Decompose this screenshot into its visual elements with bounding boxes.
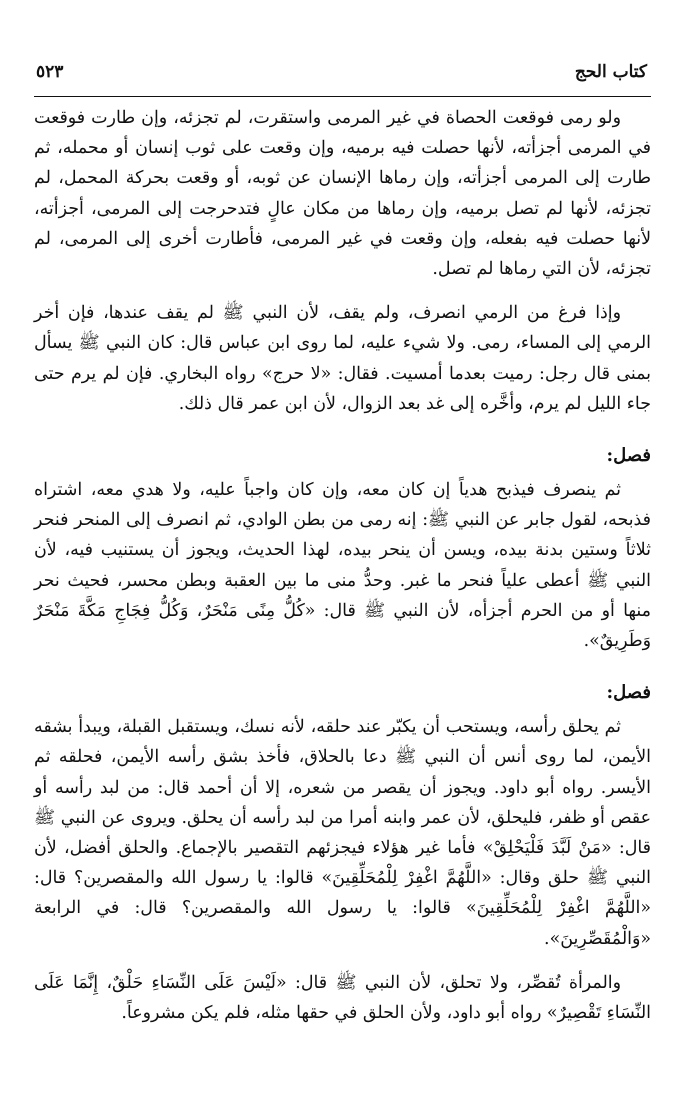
- section-heading-sacrifice: فصل:: [606, 445, 651, 467]
- paragraph-women-trimming: والمرأة تُقصِّر، ولا تحلق، لأن النبي ﷺ قال: «لَيْسَ عَلَى النِّسَاءِ حَلْقٌ، إِنَّمَا عَلَى النِّسَاءِ تَقْصِيرٌ» رواه أبو داود، ولأن الحلق في حقها مثله، فلم يكن مشروعاً.: [34, 972, 651, 1024]
- paragraph-sacrifice: ثم ينصرف فيذبح هدياً إن كان معه، وإن كان واجباً عليه، ولا هدي معه، اشتراه فذبحه، لقول جابر عن النبي ﷺ: إنه رمى من بطن الوادي، ثم انصرف إلى المنحر فنحر ثلاثاً وستين بدنة بيده، ويسن أن ينحر بيده، لهذا الحديث، ويجوز أن يستنيب فيه، لأن النبي ﷺ أعطى علياً فنحر ما غبر. وحدُّ منى ما بين العقبة وبطن محسر، فحيث نحر منها أو من الحرم أجزأه، لأن النبي ﷺ قال: «كُلُّ مِنًى مَنْحَرٌ، وَكُلُّ فِجَاجِ مَكَّةَ مَنْحَرٌ وَطَرِيقٌ».: [34, 480, 651, 652]
- paragraph-shaving: ثم يحلق رأسه، ويستحب أن يكبّر عند حلقه، لأنه نسك، ويستقبل القبلة، ويبدأ بشقه الأيمن، لما روى أنس أن النبي ﷺ دعا بالحلاق، فأخذ بشق رأسه الأيمن، فحلقه ثم الأيسر. رواه أبو داود. ويجوز أن يقصر من شعره، إلا أن أحمد قال: من لبد رأسه أو عقص أو ظفر، فليحلق، لأن عمر وابنه أمرا من لبد رأسه أن يحلق. ويروى عن النبي ﷺ قال: «مَنْ لَبَّدَ فَلْيَحْلِقْ» فأما غير هؤلاء فيجزئهم التقصير بالإجماع. والحلق أفضل، لأن النبي ﷺ حلق وقال: «اللَّهُمَّ اغْفِرْ لِلْمُحَلِّقِينَ» قالوا: يا رسول الله والمقصرين؟ قال: «اللَّهُمَّ اغْفِرْ لِلْمُحَلِّقِينَ» قالوا: يا رسول الله والمقصرين؟ قال: في الرابعة «وَالْمُقَصِّرِينَ».: [34, 717, 651, 949]
- section-heading-shaving: فصل:: [606, 682, 651, 704]
- page-header: [34, 52, 651, 97]
- page-body: [34, 103, 651, 1028]
- page-number: ٥٢٣: [36, 62, 64, 82]
- running-title: كتاب الحج: [574, 62, 647, 82]
- paragraph-stone-landing: ولو رمى فوقعت الحصاة في غير المرمى واستقرت، لم تجزئه، وإن طارت فوقعت في المرمى أجزأته، لأنها حصلت فيه برميه، وإن وقعت على ثوب إنسان أو محمله، ثم طارت إلى المرمى أجزأته، وإن رماها الإنسان عن ثوبه، أو وقعت بحركة المحمل، لم تجزئه، لأنها لم تصل برميه، وإن رماها من مكان عالٍ فتدحرجت إلى المرمى، أجزأته، لأنها حصلت فيه بفعله، وإن وقعت في غير المرمى، فأطارت أخرى إلى المرمى، لم تجزئه، لأن التي رماها لم تصل.: [34, 108, 651, 280]
- paragraph-after-throwing: وإذا فرغ من الرمي انصرف، ولم يقف، لأن النبي ﷺ لم يقف عندها، فإن أخر الرمي إلى المساء، رمى. ولا شيء عليه، لما روى ابن عباس قال: كان النبي ﷺ يسأل بمنى قال رجل: رميت بعدما أمسيت. فقال: «لا حرج» رواه البخاري. فإن لم يرم حتى جاء الليل لم يرم، وأخَّره إلى غد بعد الزوال، لأن ابن عمر قال ذلك.: [34, 303, 651, 414]
